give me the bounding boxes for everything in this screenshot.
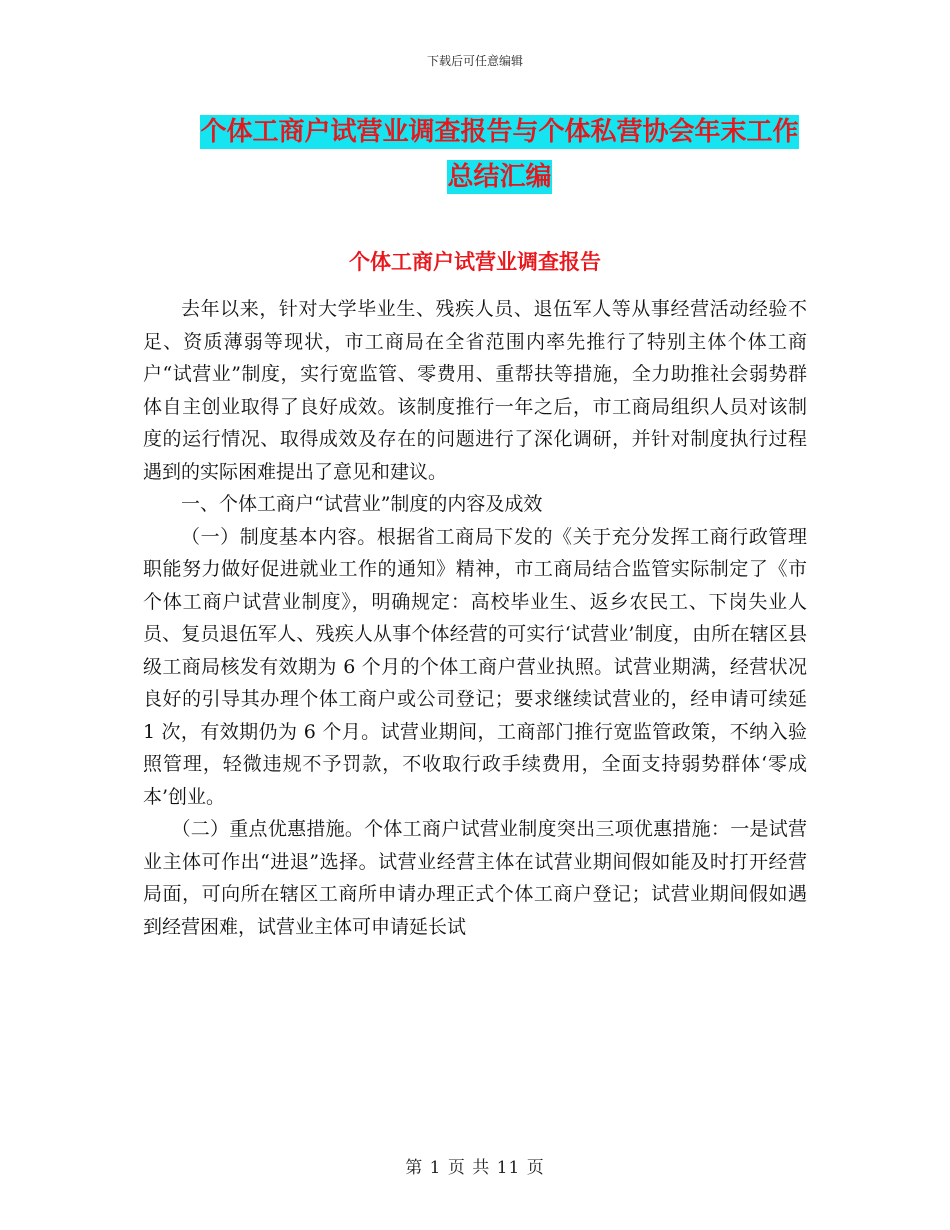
section-title: 个体工商户试营业调查报告 xyxy=(349,249,601,274)
document-title-line2: 总结汇编 xyxy=(447,162,552,192)
document-body xyxy=(143,293,807,943)
document-title-line1: 个体工商户试营业调查报告与个体私营协会年末工作 xyxy=(200,117,799,147)
document-title xyxy=(192,110,807,200)
heading-part-one: 一、个体工商户“试营业”制度的内容及成效 xyxy=(181,493,543,515)
paragraph-preferential-measures: （二）重点优惠措施。个体工商户试营业制度突出三项优惠措施：一是试营业主体可作出“进退”选择。试营业经营主体在试营业期间假如能及时打开经营局面，可向所在辖区工商所申请办理正式个体工商户登记；试营业期间假如遇到经营困难，试营业主体可申请延长试 xyxy=(143,818,807,938)
paragraph-intro: 去年以来，针对大学毕业生、残疾人员、退伍军人等从事经营活动经验不足、资质薄弱等现状，市工商局在全省范围内率先推行了特别主体个体工商户“试营业”制度，实行宽监管、零费用、重帮扶等措施，全力助推社会弱势群体自主创业取得了良好成效。该制度推行一年之后，市工商局组织人员对该制度的运行情况、取得成效及存在的问题进行了深化调研，并针对制度执行过程遇到的实际困难提出了意见和建议。 xyxy=(143,298,807,483)
paragraph-basic-content: （一）制度基本内容。根据省工商局下发的《关于充分发挥工商行政管理职能努力做好促进就业工作的通知》精神，市工商局结合监管实际制定了《市个体工商户试营业制度》，明确规定：高校毕业生、返乡农民工、下岗失业人员、复员退伍军人、残疾人从事个体经营的可实行‘试营业’制度，由所在辖区县级工商局核发有效期为 6 个月的个体工商户营业执照。试营业期满，经营状况良好的引导其办理个体工商户或公司登记；要求继续试营业的，经申请可续延 1 次，有效期仍为 6 个月。试营业期间，工商部门推行宽监管政策，不纳入验照管理，轻微违规不予罚款，不收取行政手续费用，全面支持弱势群体‘零成本’创业。 xyxy=(143,525,807,808)
page-number: 第 1 页 共 11 页 xyxy=(405,1158,545,1178)
header-note: 下载后可任意编辑 xyxy=(426,54,523,68)
